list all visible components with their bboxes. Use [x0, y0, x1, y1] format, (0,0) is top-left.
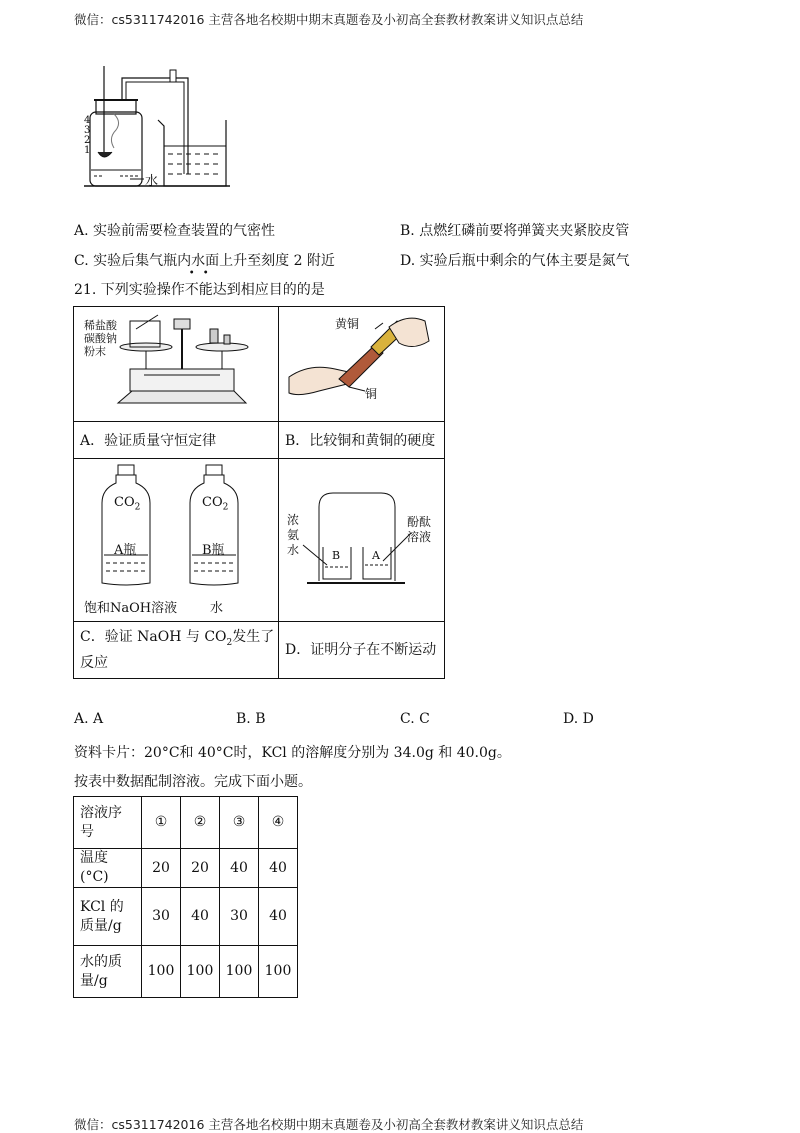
fig-d-left-label	[287, 513, 299, 558]
row-header: 温度(°C)	[74, 849, 142, 888]
caption-c-post: 发生了	[232, 629, 275, 646]
table-cell: ②	[181, 797, 220, 849]
caption-b: B．比较铜和黄铜的硬度	[279, 422, 445, 459]
q21-stem	[74, 279, 325, 299]
bottle-a-label: A瓶	[114, 543, 137, 558]
q21-stem-emph-1: 不	[184, 282, 199, 298]
row-header	[74, 797, 142, 849]
row-header-line1: 水的质	[80, 953, 122, 970]
info-card: 资料卡片：20°C和 40°C时，KCl 的溶解度分别为 34.0g 和 40.0g。	[74, 745, 511, 761]
label-na2co3: 碳酸钠	[84, 332, 117, 345]
fig-d-right-label	[407, 515, 431, 545]
caption-c	[74, 622, 279, 679]
table-cell: ③	[220, 797, 259, 849]
row-header-line1: KCl 的	[80, 898, 124, 915]
q21-stem-emph-2: 能	[198, 282, 213, 298]
table-row	[74, 946, 298, 998]
caption-d: D．证明分子在不断运动	[279, 622, 445, 679]
label-brass: 黄铜	[335, 317, 360, 331]
q20-option-d: D. 实验后瓶中剩余的气体主要是氮气	[400, 253, 630, 269]
table-cell: 100	[142, 946, 181, 998]
label-conc: 浓	[287, 513, 300, 527]
label-hcl: 稀盐酸	[84, 319, 117, 332]
bottle-b-label: B瓶	[202, 543, 225, 558]
row-header	[74, 888, 142, 946]
caption-c-sub: 2	[226, 637, 233, 648]
q21-answer-a: A. A	[74, 711, 104, 727]
fig-b-cell	[279, 307, 445, 422]
beaker-b-label: B	[332, 549, 341, 562]
table-cell: 30	[220, 888, 259, 946]
scale-3: 3	[84, 125, 91, 136]
fig-a-labels	[84, 319, 117, 358]
co2-a: CO	[114, 495, 135, 510]
table-cell: 20	[142, 849, 181, 888]
row-header-line1: 溶液序	[80, 804, 122, 821]
hardness-figure	[279, 307, 445, 419]
q20-apparatus-figure	[80, 56, 240, 190]
bottle-scale	[84, 116, 90, 156]
q20-option-b: B. 点燃红磷前要将弹簧夹夹紧胶皮管	[400, 223, 630, 239]
bottle-a-gas	[114, 495, 140, 513]
solution-table	[73, 796, 298, 998]
bottles-figure	[74, 459, 276, 619]
fig-c-cell	[74, 459, 279, 622]
table-row	[74, 888, 298, 946]
label-powder: 粉末	[84, 345, 106, 358]
q20-option-c: C. 实验后集气瓶内水面上升至刻度 2 附近	[74, 253, 335, 269]
q21-answer-c: C. C	[400, 711, 430, 727]
table-cell: 100	[181, 946, 220, 998]
scale-1: 1	[84, 145, 91, 156]
row-header-line2: 量/g	[80, 972, 108, 989]
q21-answer-b: B. B	[236, 711, 266, 727]
fig-d-cell	[279, 459, 445, 622]
label-ammonia: 氨	[287, 528, 300, 542]
table-row	[74, 849, 298, 888]
caption-a: A．验证质量守恒定律	[74, 422, 279, 459]
q21-stem-post: 达到相应目的的是	[212, 282, 325, 298]
table-cell: ①	[142, 797, 181, 849]
page-header: 微信：cs5311742016 主营各地名校期中期末真题卷及小初高全套教材教案讲义知识点总结	[74, 12, 584, 27]
table-cell: 40	[259, 849, 298, 888]
solution-b-label: 水	[210, 601, 224, 616]
beaker-a-label: A	[372, 549, 380, 562]
label-phenolphthalein: 酚酞	[407, 515, 432, 529]
row-header-line2: 号	[80, 823, 94, 840]
q20-option-a: A. 实验前需要检查装置的气密性	[74, 223, 276, 239]
table-cell: 40	[259, 888, 298, 946]
row-header-line2: 质量/g	[80, 917, 122, 934]
co2-b: CO	[202, 495, 223, 510]
scale-4: 4	[84, 115, 91, 126]
label-copper: 铜	[365, 387, 378, 401]
co2-a-sub: 2	[134, 502, 141, 513]
co2-b-sub: 2	[222, 502, 229, 513]
table-cell: 30	[142, 888, 181, 946]
q21-options-grid	[73, 306, 445, 679]
table-row	[74, 797, 298, 849]
table-cell: 20	[181, 849, 220, 888]
bottle-b-gas	[202, 495, 228, 513]
row-header	[74, 946, 142, 998]
table-cell: 40	[220, 849, 259, 888]
table-cell: 100	[220, 946, 259, 998]
solution-a-label: 饱和NaOH溶液	[84, 601, 178, 616]
table-cell: ④	[259, 797, 298, 849]
label-solution: 溶液	[407, 530, 432, 544]
fig-a-cell	[74, 307, 279, 422]
table-cell: 100	[259, 946, 298, 998]
q21-stem-pre: 21. 下列实验操作	[74, 282, 185, 298]
table-cell: 40	[181, 888, 220, 946]
water-label: 水	[145, 174, 159, 189]
page-footer: 微信：cs5311742016 主营各地名校期中期末真题卷及小初高全套教材教案讲义知识点总结	[74, 1117, 584, 1132]
label-water: 水	[287, 543, 300, 557]
scale-2: 2	[84, 135, 91, 146]
caption-c-pre: C．验证 NaOH 与 CO	[80, 629, 227, 646]
caption-c-line2: 反应	[80, 654, 108, 671]
instruction: 按表中数据配制溶液。完成下面小题。	[74, 774, 312, 790]
q21-answer-d: D. D	[563, 711, 594, 727]
